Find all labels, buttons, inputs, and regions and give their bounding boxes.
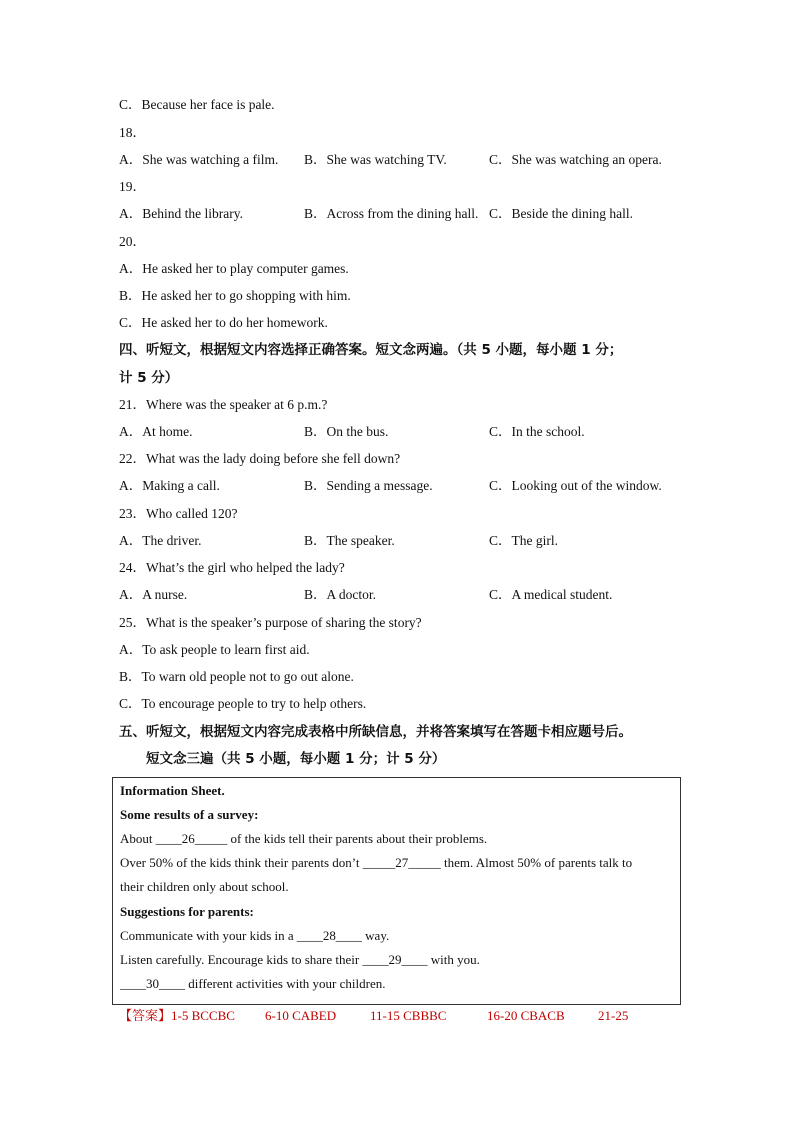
q18-option-c: C．She was watching an opera. [489,152,662,167]
sheet-title: Information Sheet. [120,783,225,798]
q22-option-a: A．Making a call. [119,478,220,493]
sheet-row-26 [120,831,487,847]
blank-28: ____28____ [296,928,362,943]
q20-option-a: A．He asked her to play computer games. [119,261,349,276]
q19-option-a: A．Behind the library. [119,206,243,221]
answer-11-15: 11-15 CBBBC [370,1008,447,1023]
row29-prefix: Listen carefully. Encourage kids to share their [120,952,363,967]
blank-26: ____26_____ [155,831,228,846]
q18-number: 18． [119,125,146,140]
q21-question: 21．Where was the speaker at 6 p.m.? [119,397,328,412]
q19-number: 19． [119,179,146,194]
blank-27: _____27_____ [362,855,441,870]
q21-option-c: C．In the school. [489,424,585,439]
q24-option-c: C．A medical student. [489,587,613,602]
blank-29: ____29____ [362,952,428,967]
section4-heading-line1: 四、听短文，根据短文内容选择正确答案。短文念两遍。（共 5 小题，每小题 1 分； [119,342,623,358]
q23-option-b: B．The speaker. [304,533,395,548]
answer-6-10: 6-10 CABED [265,1008,337,1023]
sheet-row-28 [120,928,389,944]
row26-suffix: of the kids tell their parents about their problems. [227,831,488,846]
q25-option-c: C．To encourage people to try to help others. [119,696,367,711]
q20-option-c: C．He asked her to do her homework. [119,315,328,330]
q25-option-b: B．To warn old people not to go out alone. [119,669,354,684]
q25-question: 25．What is the speaker’s purpose of sharing the story? [119,615,422,630]
sheet-row-29 [120,952,480,968]
section4-heading-line2: 计 5 分） [119,370,179,386]
answer-21-25: 21-25 [598,1008,629,1023]
q24-question: 24．What’s the girl who helped the lady? [119,560,345,575]
row26-prefix: About [120,831,156,846]
survey-heading: Some results of a survey: [120,807,259,822]
row27-prefix: Over 50% of the kids think their parents don’t [120,855,363,870]
blank-30: ____30____ [120,976,185,991]
answer-1-5: 1-5 BCCBC [171,1008,235,1023]
sheet-row-27-cont: their children only about school. [120,879,289,894]
q18-option-a: A．She was watching a film. [119,152,279,167]
sheet-row-27 [120,855,632,871]
answer-label [119,1008,235,1024]
row30-suffix: different activities with your children. [185,976,386,991]
answer-tag: 【答案】 [119,1008,172,1023]
q20-number: 20． [119,234,146,249]
q24-option-b: B．A doctor. [304,587,377,602]
row29-suffix: with you. [427,952,480,967]
q19-option-b: B．Across from the dining hall. [304,206,479,221]
row28-suffix: way. [361,928,390,943]
sheet-row-30 [120,976,385,992]
row27-suffix: them. Almost 50% of parents talk to [440,855,633,870]
q22-question: 22．What was the lady doing before she fell down? [119,451,401,466]
q24-option-a: A．A nurse. [119,587,188,602]
section5-heading-line1: 五、听短文，根据短文内容完成表格中所缺信息，并将答案填写在答题卡相应题号后。 [119,724,632,740]
q23-question: 23．Who called 120? [119,506,238,521]
section5-heading-line2: 短文念三遍（共 5 小题，每小题 1 分；计 5 分） [146,751,446,767]
row28-prefix: Communicate with your kids in a [120,928,297,943]
q17-option-c: C．Because her face is pale. [119,97,275,112]
q21-option-b: B．On the bus. [304,424,389,439]
q22-option-c: C．Looking out of the window. [489,478,662,493]
q23-option-c: C．The girl. [489,533,558,548]
q19-option-c: C．Beside the dining hall. [489,206,633,221]
q22-option-b: B．Sending a message. [304,478,433,493]
suggestions-heading: Suggestions for parents: [120,904,254,919]
q23-option-a: A．The driver. [119,533,202,548]
q21-option-a: A．At home. [119,424,193,439]
q25-option-a: A．To ask people to learn first aid. [119,642,310,657]
q20-option-b: B．He asked her to go shopping with him. [119,288,351,303]
q18-option-b: B．She was watching TV. [304,152,447,167]
answer-16-20: 16-20 CBACB [487,1008,565,1023]
